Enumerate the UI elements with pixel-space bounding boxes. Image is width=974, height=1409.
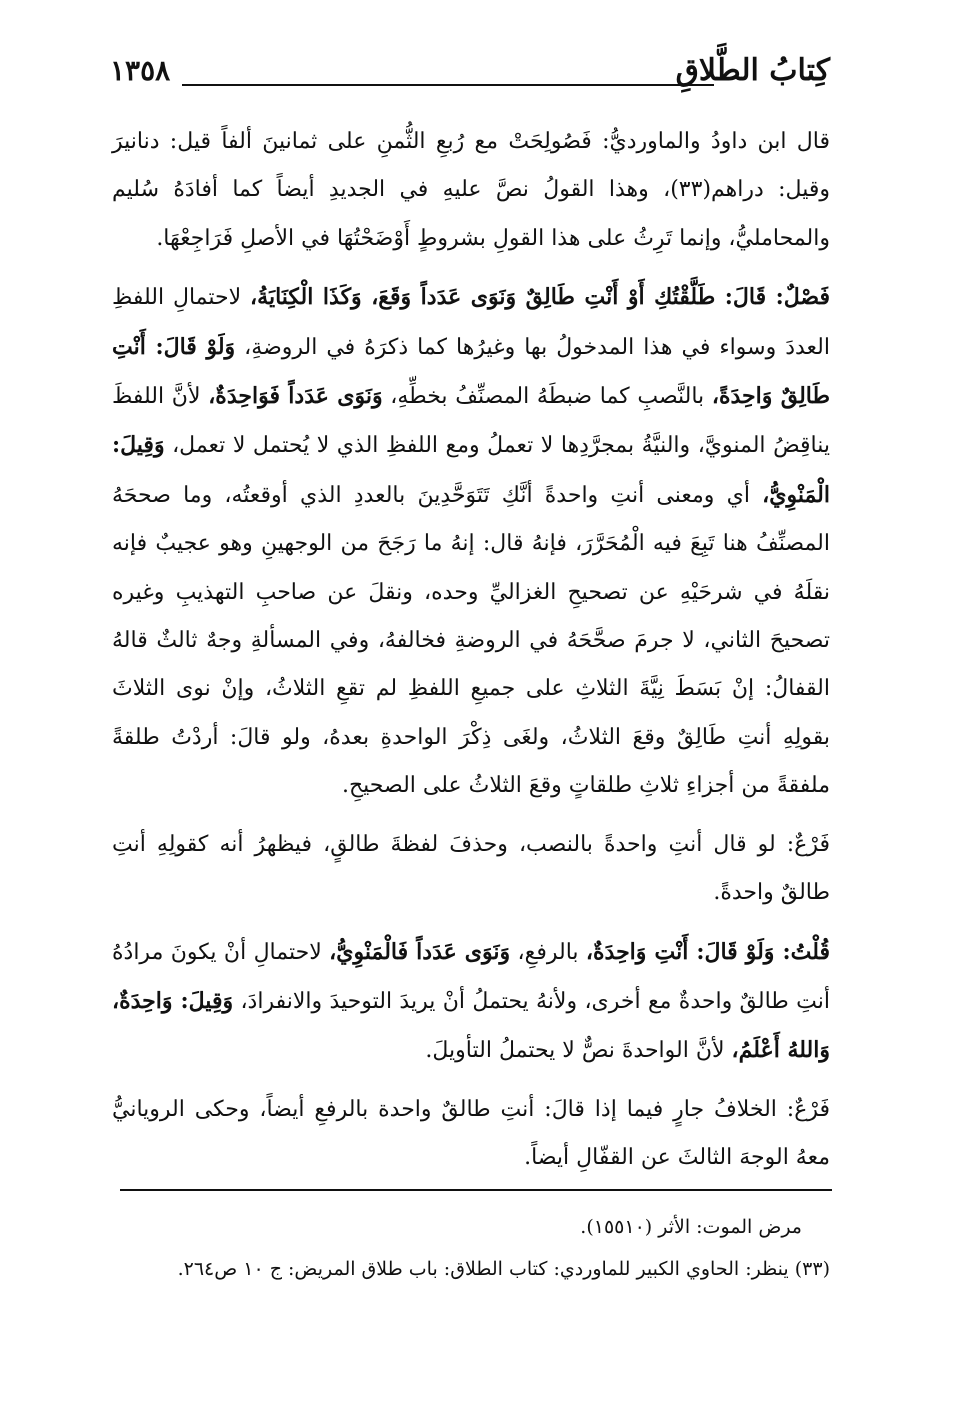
paragraph <box>112 821 830 918</box>
footnote-separator <box>120 1189 832 1191</box>
matn-text: وَنَوَى عَدَداً فَوَاحِدَةٌ، <box>208 383 383 410</box>
footnote-line: (٣٣) ينظر: الحاوي الكبير للماوردي: كتاب الطلاق: باب طلاق المريض: ج ١٠ ص٢٦٤. <box>177 1258 830 1280</box>
commentary-text: أي ومعنى أنتِ واحدةً أنَّكِ تَتَوَحَّدِينَ بالعددِ الذي أوقعتُه، وما صححَهُ المصنِّفُ هنا تَبِعَ فيه الْمُحَرَّرَ، فإنهُ قال: إنهُ ما رَجَحَ من الوجهينِ وهو عجيبٌ فإنه نقلَهُ في شرحَيْهِ عن تصحيحِ الغزاليِّ وحده، ونقلَ عن صاحبِ التهذيبِ وغيره تصحيحَ الثاني، لا جرمَ صحَّحَهُ في الروضةِ فخالفهُ، وفي المسألةِ وجهٌ ثالثٌ قالهُ القفالُ: إنْ بَسَطَ نِيَّةَ الثلاثِ على جميعِ اللفظِ لم تقعِ الثلاثُ، وإنْ نوى الثلاثَ بقولِهِ أنتِ طَالِقٌ وقعَ الثلاثُ، ولغَى ذِكْرَ الواحدةِ بعدهُ، ولو قالَ: أردْتُ طلقةً ملفقةً من أجزاءِ ثلاثِ طلقاتٍ وقعَ الثلاثُ على الصحيحِ. <box>112 482 830 799</box>
commentary-text: لأنَّ الواحدةَ نصٌّ لا يحتملُ التأويلَ. <box>425 1038 732 1064</box>
page-number: ١٣٥٨ <box>110 54 171 87</box>
commentary-text: ، وهذا القولُ نصَّ عليهِ في الجديدِ أيضاً كما أفادَهُ سُليم والمحامليُّ، وإنما تَرِثُ على هذا القولِ بشروطٍ أَوْضَحْتُهَا في الأصلِ فَرَاجِعْهَا. <box>112 177 830 251</box>
footnotes <box>112 1206 830 1290</box>
matn-text: وَنَوَى عَدَداً فَالْمَنْوِيُّ، <box>329 938 511 965</box>
commentary-text: لأنَّ اللفظَ يناقِضُ المنويَّ، والنيَّةُ بمجرَّدِها لا تعملُ ومع اللفظِ الذي لا يُحتمل لا تعمل، <box>112 384 831 459</box>
footnote-line: مرض الموت: الأثر (١٥٥١٠). <box>580 1216 802 1238</box>
running-title: كِتابُ الطَّلاقِ <box>675 53 830 88</box>
matn-text: قُلْتُ: وَلَوْ قَالَ: أَنْتِ وَاحِدَةٌ، <box>585 938 830 965</box>
paragraph <box>112 273 830 810</box>
matn-text: وَقِيلَ: وَاحِدَةٌ، وَاللهُ أَعْلَمُ، <box>112 987 830 1064</box>
commentary-text: لاحتمالِ اللفظِ العددَ وسواء في هذا المدخولُ بها وغيرُها كما ذكرَهُ في الروضةِ، <box>112 285 830 360</box>
paragraph <box>112 1086 830 1183</box>
matn-text: وَلَوْ قَالَ: أَنْتِ طَالِقٌ وَاحِدَةً، <box>112 333 830 410</box>
commentary-text: فَرْعٌ: لو قال أنتِ واحدةً بالنصب، وحذفَ لفظةَ طالقٍ، فيظهرُ أنه كقولِهِ أنتِ طالقٌ واحدةً. <box>112 831 830 906</box>
main-text <box>112 118 830 1193</box>
paragraph <box>112 118 830 263</box>
commentary-text: قال ابن داودُ والماورديُّ: فَصُولِحَتْ مع رُبعِ الثُّمنِ على ثمانينَ ألفاً قيل: دنانيرَ وقيل: دراهم <box>112 129 830 203</box>
header-rule <box>182 84 714 86</box>
matn-text: فَصْلٌ: قَالَ: طَلَّقْتُكِ أَوْ أَنْتِ طَالِقٌ وَنَوَى عَدَداً وَقَعَ، وَكَذَا الْكِنَايَةُ، <box>250 284 830 311</box>
commentary-text: بالرفعِ، <box>510 939 586 965</box>
commentary-text: لاحتمالِ أنْ يكونَ مرادُهُ أنتِ طالقٌ واحدةٌ مع أخرى، ولأنهُ يحتملُ أنْ يريدَ التوحيدَ والانفرادَ، <box>112 939 830 1014</box>
paragraph <box>112 928 830 1076</box>
commentary-text: فَرْعٌ: الخلافُ جارٍ فيما إذا قالَ: أنتِ طالقٌ واحدة بالرفعِ أيضاً، وحكى الرويانيُّ معهُ الوجهَ الثالثَ عن القفّالِ أيضاً. <box>112 1096 830 1171</box>
commentary-text: بالنَّصبِ كما ضبطَهُ المصنِّفُ بخطِّهِ، <box>382 384 712 410</box>
page-header <box>110 50 830 92</box>
commentary-text: (٣٣) <box>670 177 712 203</box>
matn-text: وَقِيلَ: الْمَنْوِيُّ، <box>112 432 830 508</box>
